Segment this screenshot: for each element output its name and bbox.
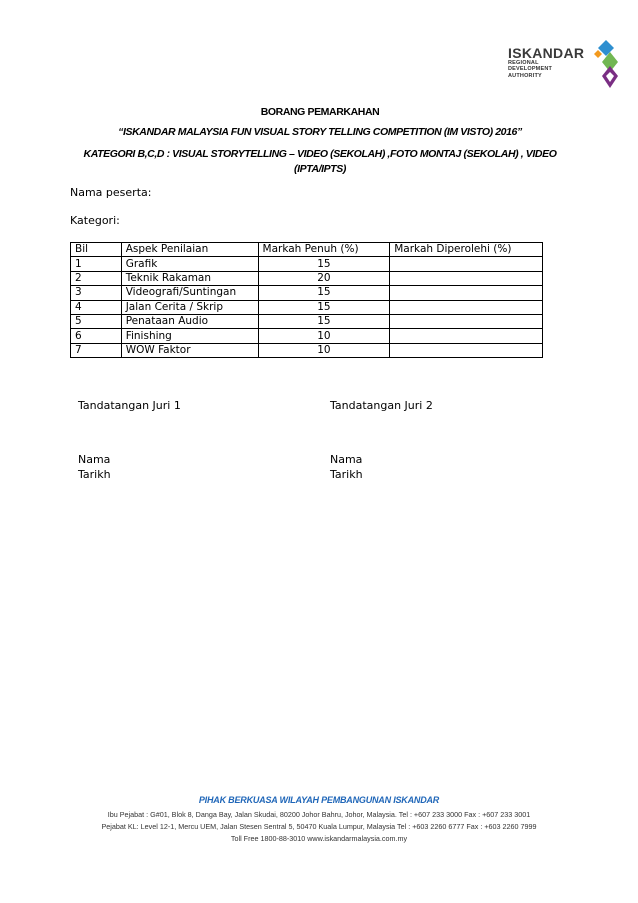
full-marks: 15 [258, 314, 390, 328]
row-number: 3 [71, 286, 122, 300]
competition-title: “ISKANDAR MALAYSIA FUN VISUAL STORY TELLING COMPETITION (IM VISTO) 2016” [118, 126, 522, 138]
aspect-name: Teknik Rakaman [121, 271, 258, 285]
form-title-block [60, 105, 580, 177]
table-row [71, 329, 543, 343]
participant-name-label: Nama peserta: [70, 186, 152, 199]
page-footer [0, 795, 638, 845]
footer-hq-address: Ibu Pejabat : G#01, Blok 8, Danga Bay, Jalan Skudai, 80200 Johor Bahru, Johor, Malaysia. Tel : +607 233 3000 Fax : +607 233 3001 [107, 810, 531, 819]
row-number: 4 [71, 300, 122, 314]
category-label: Kategori: [70, 214, 120, 227]
full-marks: 20 [258, 271, 390, 285]
logo-sub-3: AUTHORITY [508, 72, 542, 79]
judge1-name-label: Nama [78, 453, 111, 466]
row-number: 7 [71, 343, 122, 357]
judge1-date-label: Tarikh [78, 468, 111, 481]
full-marks: 15 [258, 286, 390, 300]
aspect-name: Grafik [121, 257, 258, 271]
obtained-marks-cell[interactable] [390, 314, 543, 328]
logo-diamond-icon [588, 38, 618, 98]
header-aspect: Aspek Penilaian [121, 243, 258, 257]
judge1-signature-label: Tandatangan Juri 1 [78, 399, 181, 412]
table-row [71, 300, 543, 314]
row-number: 2 [71, 271, 122, 285]
category-title: KATEGORI B,C,D : VISUAL STORYTELLING – VIDEO (SEKOLAH) ,FOTO MONTAJ (SEKOLAH) , VIDEO (IPTA/IPTS) [83, 148, 557, 175]
logo-sub-1: REGIONAL [508, 60, 539, 66]
full-marks: 15 [258, 257, 390, 271]
aspect-name: Penataan Audio [121, 314, 258, 328]
aspect-name: Videografi/Suntingan [121, 286, 258, 300]
footer-contact: Toll Free 1800-88-3010 www.iskandarmalaysia.com.my [230, 834, 408, 843]
obtained-marks-cell[interactable] [390, 343, 543, 357]
logo-brand: ISKANDAR [508, 45, 585, 61]
table-row [71, 286, 543, 300]
full-marks: 10 [258, 343, 390, 357]
form-title: BORANG PEMARKAHAN [260, 106, 380, 118]
table-row [71, 271, 543, 285]
footer-org-name: PIHAK BERKUASA WILAYAH PEMBANGUNAN ISKANDAR [198, 795, 440, 805]
header-full-marks: Markah Penuh (%) [258, 243, 390, 257]
row-number: 1 [71, 257, 122, 271]
aspect-name: Jalan Cerita / Skrip [121, 300, 258, 314]
aspect-name: WOW Faktor [121, 343, 258, 357]
table-row [71, 343, 543, 357]
full-marks: 15 [258, 300, 390, 314]
aspect-name: Finishing [121, 329, 258, 343]
obtained-marks-cell[interactable] [390, 271, 543, 285]
table-header-row [71, 243, 543, 257]
header-obtained-marks: Markah Diperolehi (%) [390, 243, 543, 257]
header-bil: Bil [71, 243, 122, 257]
obtained-marks-cell[interactable] [390, 286, 543, 300]
full-marks: 10 [258, 329, 390, 343]
logo-sub-2: DEVELOPMENT [508, 66, 553, 73]
score-table [70, 242, 543, 358]
obtained-marks-cell[interactable] [390, 257, 543, 271]
judge2-name-label: Nama [330, 453, 363, 466]
obtained-marks-cell[interactable] [390, 300, 543, 314]
judge2-signature-label: Tandatangan Juri 2 [330, 399, 433, 412]
table-row [71, 314, 543, 328]
footer-kl-address: Pejabat KL: Level 12-1, Mercu UEM, Jalan Stesen Sentral 5, 50470 Kuala Lumpur, Malaysia Tel : +603 2260 6777 Fax : +603 2260 7999 [101, 822, 537, 831]
row-number: 5 [71, 314, 122, 328]
judge2-date-label: Tarikh [330, 468, 363, 481]
iskandar-logo [508, 20, 618, 100]
logo-text [508, 46, 584, 79]
obtained-marks-cell[interactable] [390, 329, 543, 343]
table-row [71, 257, 543, 271]
row-number: 6 [71, 329, 122, 343]
